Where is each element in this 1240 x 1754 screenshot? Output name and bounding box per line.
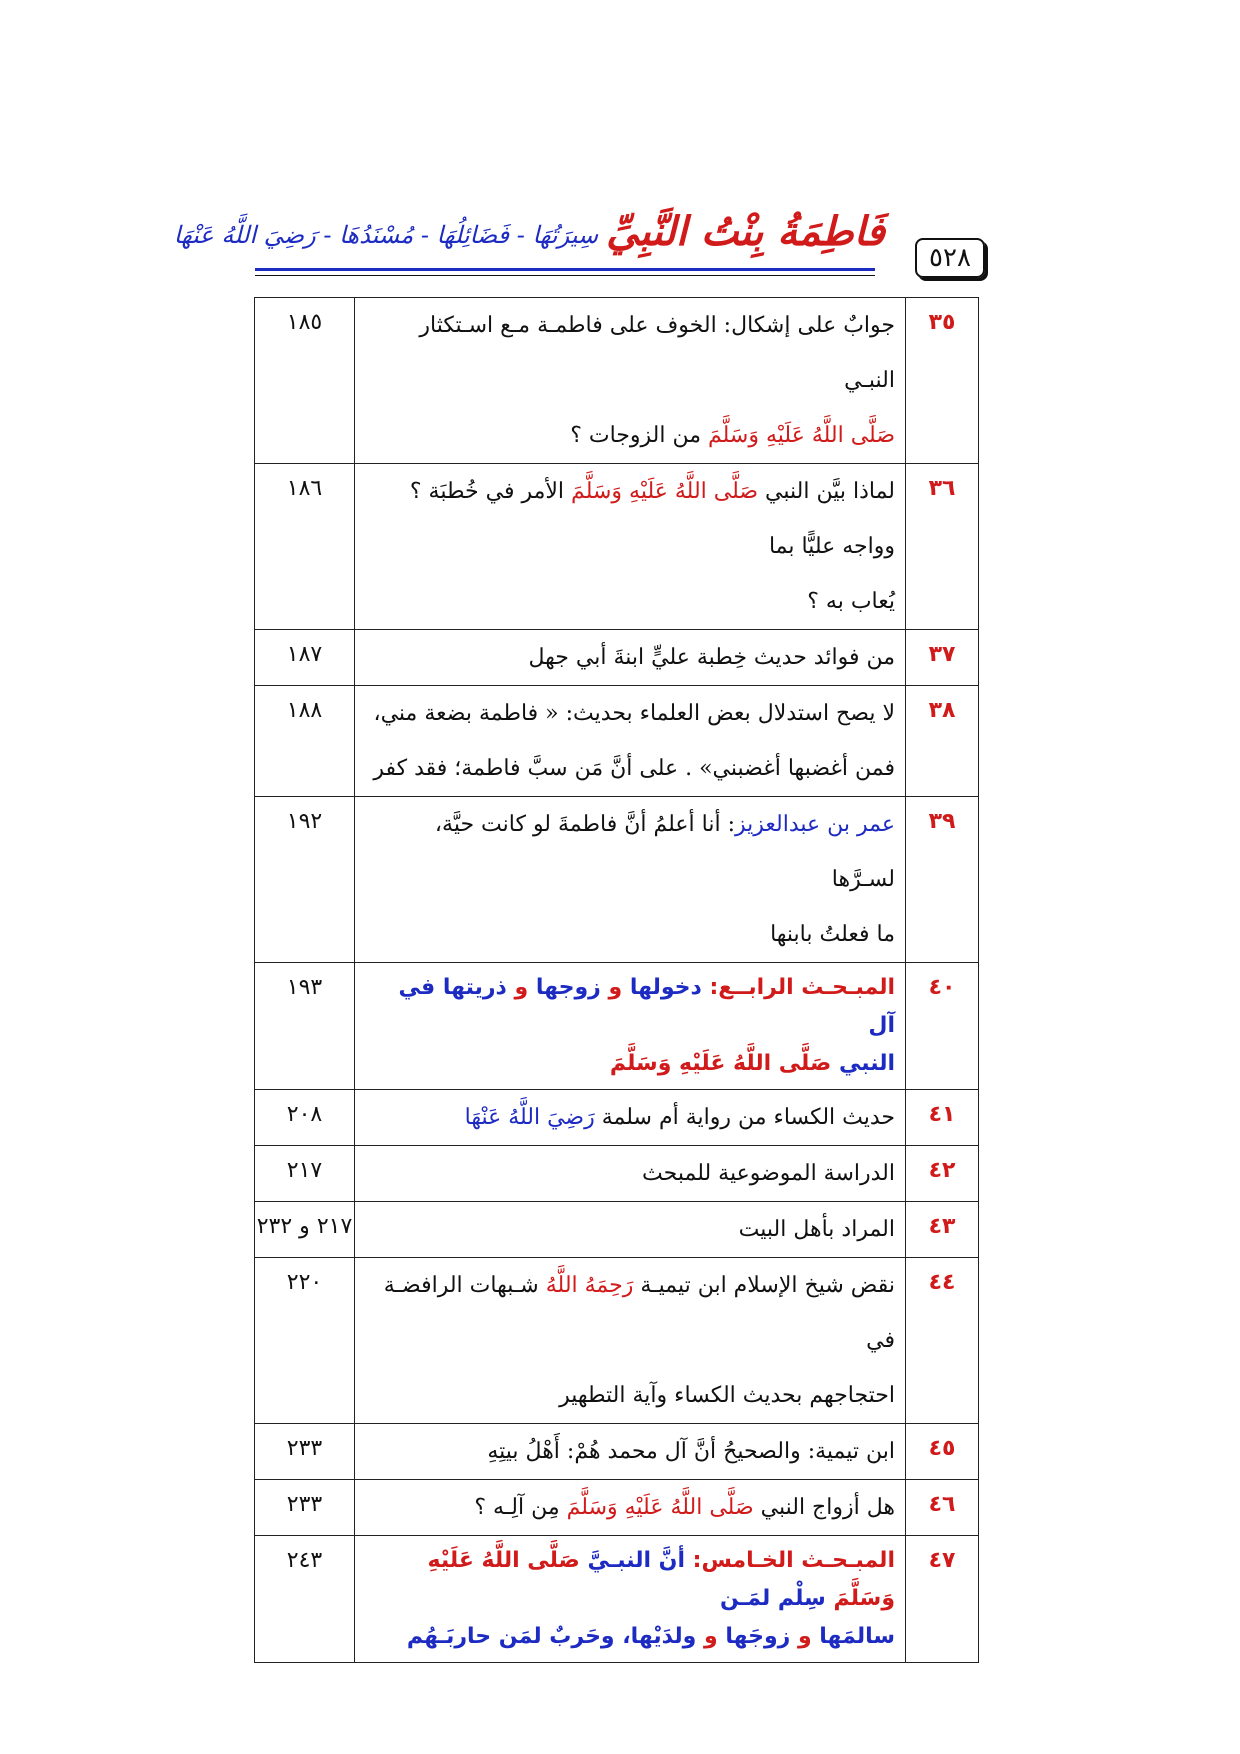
table-row xyxy=(255,1258,979,1424)
row-page: ١٩٢ xyxy=(255,797,355,963)
row-title: لا يصح استدلال بعض العلماء بحديث: « فاطمة بضعة مني، فمن أغضبها أغضبني» . على أنَّ مَن سبَّ فاطمة؛ فقد كفر xyxy=(355,686,906,797)
row-number: ٤٥ xyxy=(906,1424,979,1480)
row-number: ٤١ xyxy=(906,1090,979,1146)
table-row-section-heading xyxy=(255,963,979,1090)
section-heading: المبـحـث الرابــع: دخولها و زوجها و ذريتها في آل النبي صَلَّى اللَّهُ عَلَيْهِ وَسَلَّمَ xyxy=(355,963,906,1090)
row-title: حديث الكساء من رواية أم سلمة رَضِيَ اللَّهُ عَنْهَا xyxy=(355,1090,906,1146)
table-row xyxy=(255,464,979,630)
table-row xyxy=(255,1146,979,1202)
table-row xyxy=(255,1480,979,1536)
table-row xyxy=(255,686,979,797)
row-title: هل أزواج النبي صَلَّى اللَّهُ عَلَيْهِ وَسَلَّمَ مِن آلِـه ؟ xyxy=(355,1480,906,1536)
row-page: ٢٣٣ xyxy=(255,1424,355,1480)
row-title: المراد بأهل البيت xyxy=(355,1202,906,1258)
row-title: لماذا بيَّن النبي صَلَّى اللَّهُ عَلَيْهِ وَسَلَّمَ الأمر في خُطبَة ؟ وواجه عليًّا بما يُعاب به ؟ xyxy=(355,464,906,630)
row-number: ٣٩ xyxy=(906,797,979,963)
section-heading: المبـحـث الخـامس: أنَّ النبـيَّ صَلَّى اللَّهُ عَلَيْهِ وَسَلَّمَ سِلْم لمَـن سالمَها و زوجَها و ولدَيْها، وحَربٌ لمَن حاربَـهُم xyxy=(355,1536,906,1663)
row-number: ٤٣ xyxy=(906,1202,979,1258)
row-page: ٢٤٣ xyxy=(255,1536,355,1663)
row-number: ٤٧ xyxy=(906,1536,979,1663)
table-of-contents xyxy=(254,297,979,1663)
row-title: جوابٌ على إشكال: الخوف على فاطمـة مـع اسـتكثار النبـي صَلَّى اللَّهُ عَلَيْهِ وَسَلَّمَ من الزوجات ؟ xyxy=(355,298,906,464)
salutation-text: رَحِمَهُ اللَّهُ xyxy=(545,1273,634,1298)
row-number: ٣٥ xyxy=(906,298,979,464)
row-title: نقض شيخ الإسلام ابن تيميـة رَحِمَهُ اللَّهُ شـبهات الرافضـة في احتجاجهم بحديث الكساء وآية التطهير xyxy=(355,1258,906,1424)
table-row xyxy=(255,1090,979,1146)
row-page: ١٨٥ xyxy=(255,298,355,464)
table-row xyxy=(255,1424,979,1480)
header-rule-blue xyxy=(255,268,875,271)
row-page: ١٨٧ xyxy=(255,630,355,686)
table-row xyxy=(255,298,979,464)
row-number: ٤٢ xyxy=(906,1146,979,1202)
page-number: ٥٢٨ xyxy=(915,238,985,278)
row-page: ٢٠٨ xyxy=(255,1090,355,1146)
row-page: ٢٣٣ xyxy=(255,1480,355,1536)
row-page: ٢١٧ xyxy=(255,1146,355,1202)
salutation-text: صَلَّى اللَّهُ عَلَيْهِ وَسَلَّمَ xyxy=(571,479,759,504)
salutation-text: صَلَّى اللَّهُ عَلَيْهِ وَسَلَّمَ xyxy=(609,1051,832,1076)
row-page: ١٨٦ xyxy=(255,464,355,630)
row-title: الدراسة الموضوعية للمبحث xyxy=(355,1146,906,1202)
salutation-text: رَضِيَ اللَّهُ عَنْهَا xyxy=(464,1105,595,1130)
row-page: ١٨٨ xyxy=(255,686,355,797)
row-number: ٤٦ xyxy=(906,1480,979,1536)
row-number: ٤٤ xyxy=(906,1258,979,1424)
row-number: ٣٨ xyxy=(906,686,979,797)
row-number: ٣٧ xyxy=(906,630,979,686)
header-rule-black xyxy=(255,275,875,276)
row-page: ١٩٣ xyxy=(255,963,355,1090)
row-page: ٢٢٠ xyxy=(255,1258,355,1424)
book-title xyxy=(174,208,885,255)
row-number: ٤٠ xyxy=(906,963,979,1090)
row-page: ٢١٧ و ٢٣٢ xyxy=(255,1202,355,1258)
row-title: من فوائد حديث خِطبة عليٍّ ابنةَ أبي جهل xyxy=(355,630,906,686)
row-title: عمر بن عبدالعزيز: أنا أعلمُ أنَّ فاطمةَ لو كانت حيَّة، لسـرَّها ما فعلتُ بابنها xyxy=(355,797,906,963)
page-header xyxy=(173,200,985,280)
salutation-text: صَلَّى اللَّهُ عَلَيْهِ وَسَلَّمَ xyxy=(708,423,895,448)
row-title: ابن تيمية: والصحيحُ أنَّ آل محمد هُمْ: أَهْلُ بيتِهِ xyxy=(355,1424,906,1480)
table-row xyxy=(255,1202,979,1258)
person-name: عمر بن عبدالعزيز xyxy=(735,812,895,837)
table-row xyxy=(255,797,979,963)
salutation-text: صَلَّى اللَّهُ عَلَيْهِ وَسَلَّمَ xyxy=(566,1495,754,1520)
salutation-text: صَلَّى اللَّهُ عَلَيْهِ وَسَلَّمَ xyxy=(427,1548,895,1611)
book-title-main: فَاطِمَةُ بِنْتُ النَّبِيِّ xyxy=(606,208,885,255)
table-row-section-heading xyxy=(255,1536,979,1663)
row-number: ٣٦ xyxy=(906,464,979,630)
table-row xyxy=(255,630,979,686)
book-title-subtitle: سِيرَتُهَا - فَضَائِلُهَا - مُسْنَدُهَا - رَضِيَ اللَّهُ عَنْهَا xyxy=(173,221,599,249)
